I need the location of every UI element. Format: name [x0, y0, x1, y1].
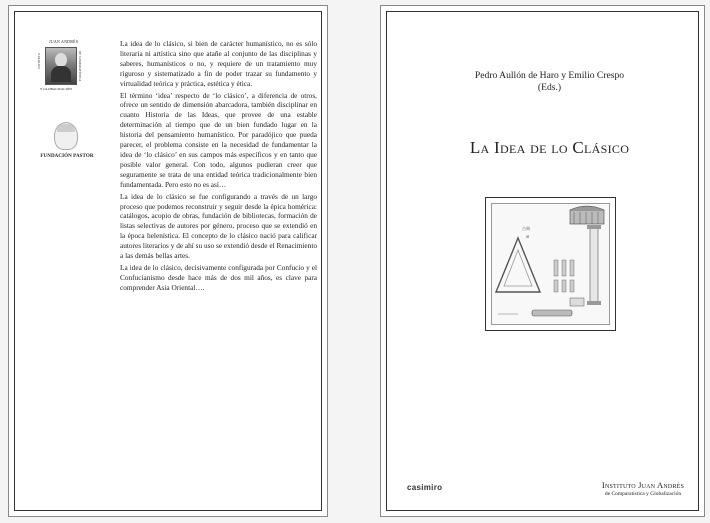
- blurb-paragraph: La idea de lo clásico se fue configurando a través de un largo proceso que podemos reconstruir y seguir desde la épica homérica: catálogos, acopio de obras, fundación de bibliotecas, formación de listas selectivas de autores por género, proceso que se extendió en la época helenística. El concepto de lo clásico nació para calificar autores literarios y de ahí su uso se extendió desde el Renacimiento a las demás bellas artes.: [120, 191, 317, 261]
- institute-imprint: [583, 480, 703, 497]
- svg-text:⊞: ⊞: [526, 234, 530, 239]
- front-cover: [380, 5, 705, 517]
- blurb-paragraph: El término ‘idea’ respecto de ‘lo clásico’, a diferencia de otros, ofrece un sentido de dimensión abarcadora, también disciplinar en cuanto Historia de las Ideas, que provee de una estable determinación al tiempo que de un bien fundado lugar en la historia del pensamiento humanístico. Por paradójico que pueda parecer, el problema consiste en la necesidad de fundamentar la idea de ‘lo clásico’ en sus campos más específicos y en tanto que posible valor general. Con todo, algunos pudieran creer que seguramente se trata de una entidad teórica tradicionalmente bien fundamentada. Pero esto no es así…: [120, 90, 317, 189]
- authors-names: Pedro Aullón de Haro y Emilio Crespo: [474, 70, 625, 81]
- blurb-paragraph: La idea de lo clásico, si bien de carácter humanístico, no es sólo literaria ni artística sino que atañe al conjunto de las disciplinas y saberes, humanísticos o no, y requiere de un tratamiento muy riguroso y sistematizado a fin de poder trazar su fundamento y virtualidad teórica y práctica, estética y ética.: [120, 39, 317, 88]
- portrait-image: [45, 47, 77, 85]
- logo-side-right-text: DE COMPARATÍSTICA: [78, 51, 82, 82]
- fundacion-pastor-label: FUNDACIÓN PASTOR: [40, 154, 94, 159]
- instituto-juan-andres-logo: [37, 39, 92, 97]
- back-cover: [8, 5, 328, 517]
- blurb-paragraph: La idea de lo clásico, decisivamente configurada por Confucio y el Confucianismo desde hace más de dos mil años, es clave para comprender Asia Oriental….: [120, 262, 317, 292]
- institute-name: Instituto Juan Andrés: [601, 480, 685, 490]
- front-cover-frame: [386, 11, 699, 511]
- editors-note: (Eds.): [537, 82, 562, 93]
- back-cover-blurb: [120, 39, 317, 295]
- publisher-logo: casimiro: [407, 483, 443, 492]
- illustration-frame: [491, 203, 610, 325]
- authors: [387, 70, 710, 94]
- fundacion-pastor-logo: [37, 120, 97, 168]
- cover-illustration: [485, 197, 616, 331]
- book-title: La Idea de lo Clásico: [469, 138, 630, 157]
- svg-text:古典: 古典: [522, 226, 530, 231]
- logo-side-left-text: INSTITUTO: [37, 53, 41, 69]
- classical-architecture-illustration: [492, 204, 609, 324]
- logo-top-text: JUAN ANDRÉS: [49, 39, 79, 44]
- back-cover-frame: [14, 11, 322, 511]
- logo-bottom-text: Y GLOBALIZACIÓN: [40, 87, 72, 91]
- institute-subtitle: de Comparatística y Globalización: [604, 491, 682, 497]
- bust-image: [54, 122, 78, 150]
